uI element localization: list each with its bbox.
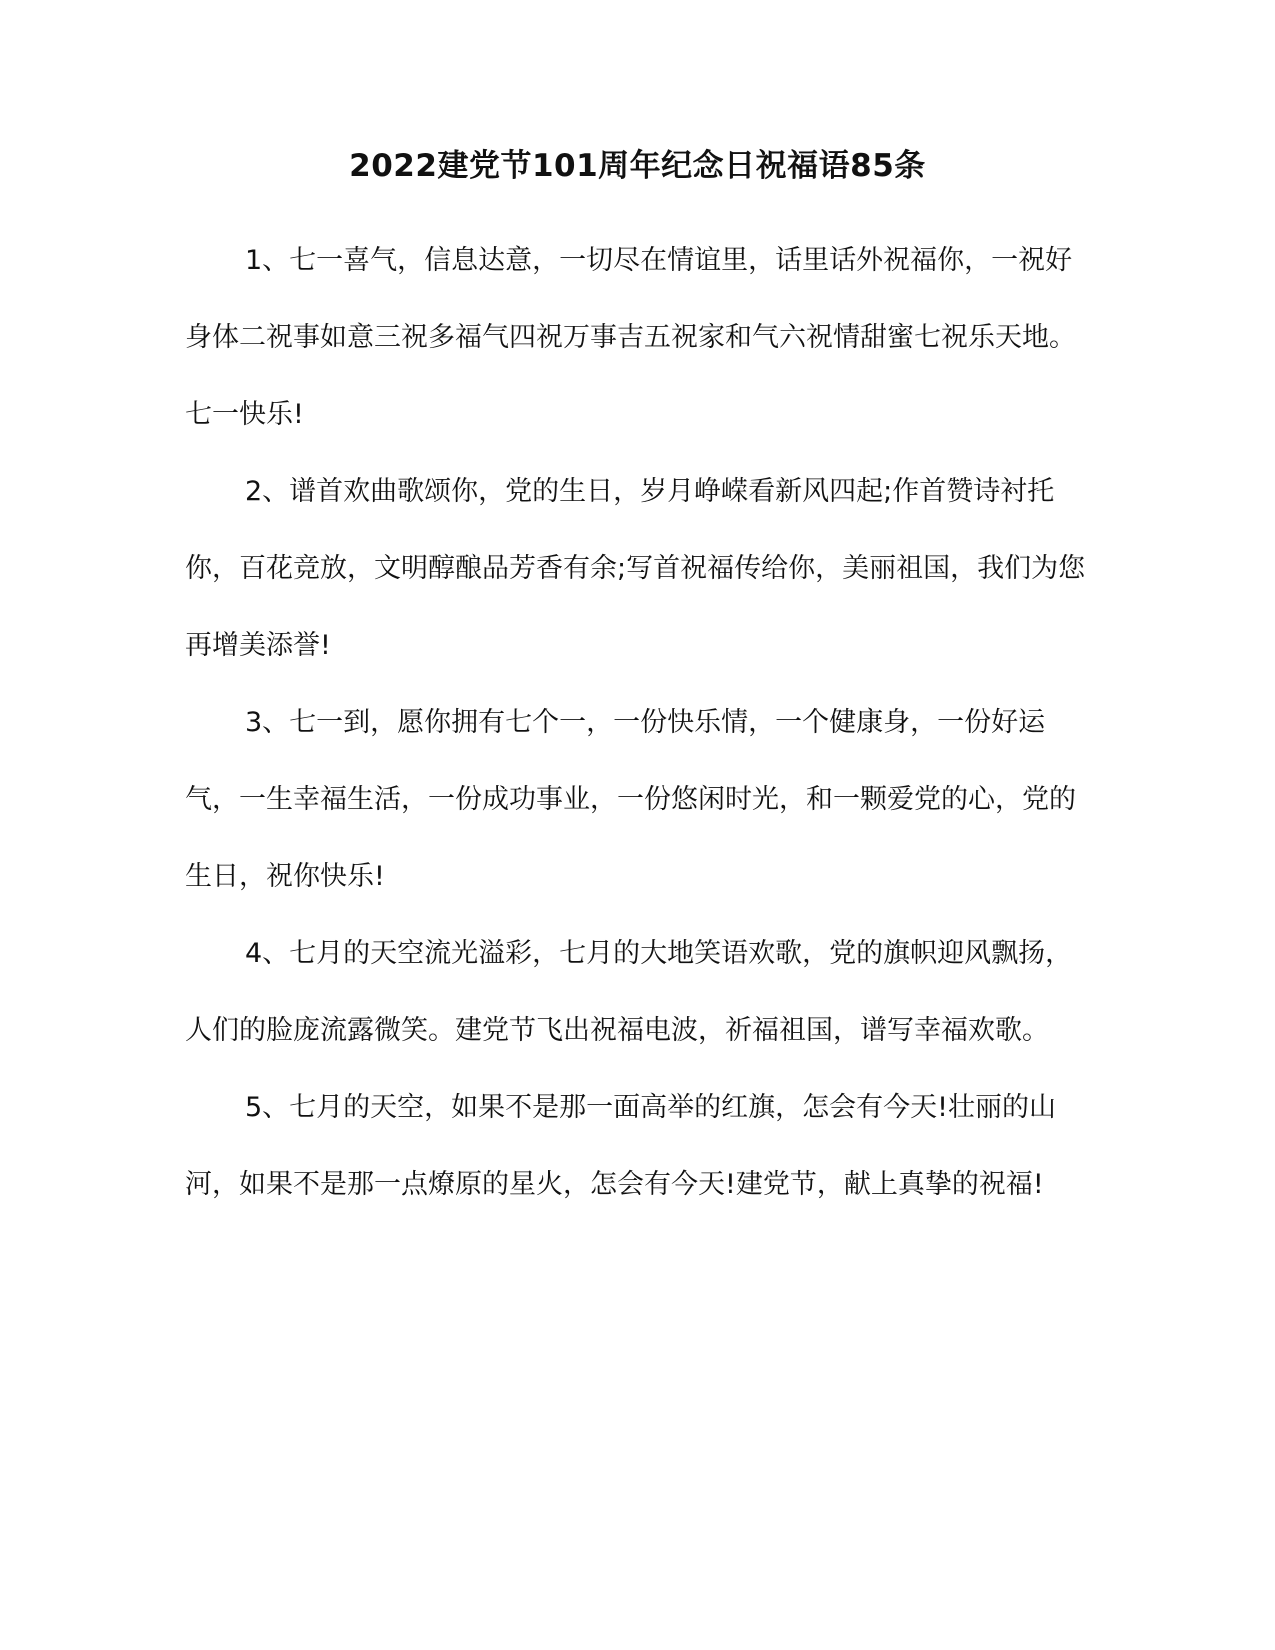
paragraph-5: 5、七月的天空，如果不是那一面高举的红旗，怎会有今天!壮丽的山河，如果不是那一点燎原的星火，怎会有今天!建党节，献上真挚的祝福! [185, 1092, 1057, 1200]
document-body [185, 222, 1091, 1223]
document-title: 2022建党节101周年纪念日祝福语85条 [349, 148, 926, 184]
paragraph-1: 1、七一喜气，信息达意，一切尽在情谊里，话里话外祝福你，一祝好身体二祝事如意三祝多福气四祝万事吉五祝家和气六祝情甜蜜七祝乐天地。七一快乐! [185, 245, 1076, 430]
paragraph-3: 3、七一到，愿你拥有七个一，一份快乐情，一个健康身，一份好运气，一生幸福生活，一份成功事业，一份悠闲时光，和一颗爱党的心，党的生日，祝你快乐! [185, 707, 1076, 892]
paragraph-4: 4、七月的天空流光溢彩，七月的大地笑语欢歌，党的旗帜迎风飘扬，人们的脸庞流露微笑。建党节飞出祝福电波，祈福祖国，谱写幸福欢歌。 [185, 938, 1073, 1046]
paragraph-2: 2、谱首欢曲歌颂你，党的生日，岁月峥嵘看新风四起;作首赞诗衬托你，百花竞放，文明醇酿品芳香有余;写首祝福传给你，美丽祖国，我们为您再增美添誉! [185, 476, 1086, 661]
